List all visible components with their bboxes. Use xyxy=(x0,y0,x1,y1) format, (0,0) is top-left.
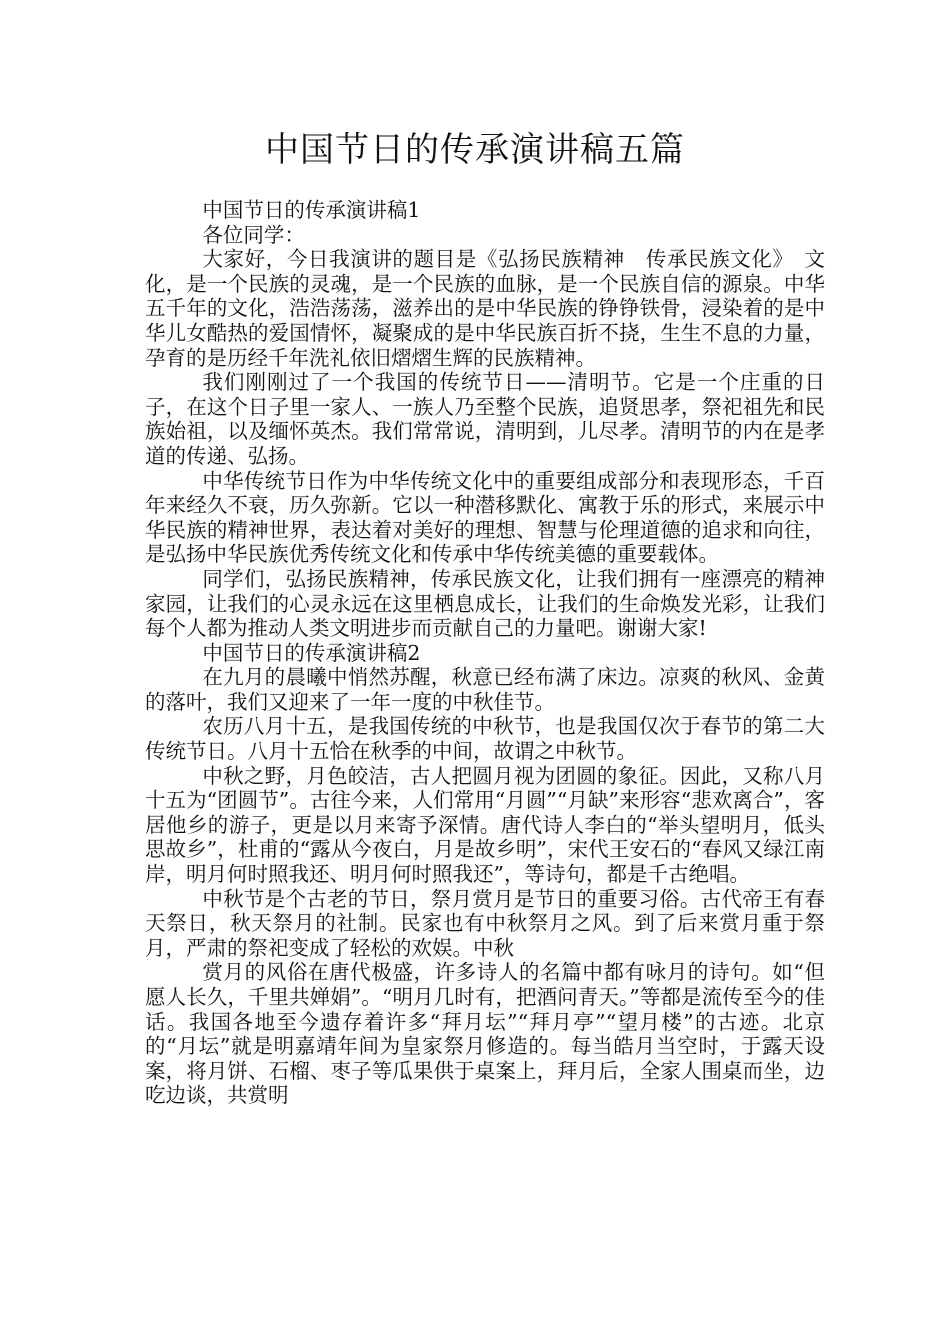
paragraph: 在九月的晨曦中悄然苏醒，秋意已经布满了床边。凉爽的秋风、金黄的落叶，我们又迎来了一年一度的中秋佳节。 xyxy=(145,665,825,714)
paragraph: 赏月的风俗在唐代极盛，许多诗人的名篇中都有咏月的诗句。如“但愿人长久，千里共婵娟”。“明月几时有，把酒问青天。”等都是流传至今的佳话。我国各地至今遗存着许多“拜月坛”“拜月亭”“望月楼”的古迹。北京的“月坛”就是明嘉靖年间为皇家祭月修造的。每当皓月当空时，于露天设案，将月饼、石榴、枣子等瓜果供于桌案上，拜月后，全家人围桌而坐，边吃边谈，共赏明 xyxy=(145,960,825,1108)
paragraph: 农历八月十五，是我国传统的中秋节，也是我国仅次于春节的第二大传统节日。八月十五恰在秋季的中间，故谓之中秋节。 xyxy=(145,714,825,764)
section-heading-2: 中国节日的传承演讲稿2 xyxy=(202,640,421,665)
section-heading-1: 中国节日的传承演讲稿1 xyxy=(202,198,421,222)
paragraph: 中华传统节日作为中华传统文化中的重要组成部分和表现形态，千百年来经久不衰，历久弥新。它以一种潜移默化、寓教于乐的形式，来展示中华民族的精神世界，表达着对美好的理想、智慧与伦理道德的追求和向往，是弘扬中华民族优秀传统文化和传承中华传统美德的重要载体。 xyxy=(145,468,825,567)
salutation: 各位同学： xyxy=(202,222,305,247)
paragraph: 我们刚刚过了一个我国的传统节日——清明节。它是一个庄重的日子，在这个日子里一家人、一族人乃至整个民族，追贤思孝，祭祀祖先和民族始祖，以及缅怀英杰。我们常常说，清明到，儿尽孝。清明节的内在是孝道的传递、弘扬。 xyxy=(145,370,825,468)
document-title: 中国节日的传承演讲稿五篇 xyxy=(265,130,685,170)
paragraph: 中秋之野，月色皎洁，古人把圆月视为团圆的象征。因此，又称八月十五为“团圆节”。古往今来，人们常用“月圆”“月缺”来形容“悲欢离合”，客居他乡的游子，更是以月来寄予深情。唐代诗人李白的“举头望明月，低头思故乡”，杜甫的“露从今夜白，月是故乡明”，宋代王安石的“春风又绿江南岸，明月何时照我还、明月何时照我还”，等诗句，都是千古绝唱。 xyxy=(145,763,825,887)
document-body xyxy=(145,198,825,1108)
paragraph: 大家好，今日我演讲的题目是《弘扬民族精神 传承民族文化》 文化，是一个民族的灵魂，是一个民族的血脉，是一个民族自信的源泉。中华五千年的文化，浩浩荡荡，滋养出的是中华民族的铮铮铁骨，浸染着的是中华儿女酷热的爱国情怀，凝聚成的是中华民族百折不挠，生生不息的力量，孕育的是历经千年洗礼依旧熠熠生辉的民族精神。 xyxy=(145,247,825,370)
paragraph: 中秋节是个古老的节日，祭月赏月是节日的重要习俗。古代帝王有春天祭日，秋天祭月的社制。民家也有中秋祭月之风。到了后来赏月重于祭月，严肃的祭祀变成了轻松的欢娱。中秋 xyxy=(145,886,825,960)
paragraph: 同学们，弘扬民族精神，传承民族文化，让我们拥有一座漂亮的精神家园，让我们的心灵永远在这里栖息成长，让我们的生命焕发光彩，让我们每个人都为推动人类文明进步而贡献自己的力量吧。谢谢大家! xyxy=(145,566,825,641)
